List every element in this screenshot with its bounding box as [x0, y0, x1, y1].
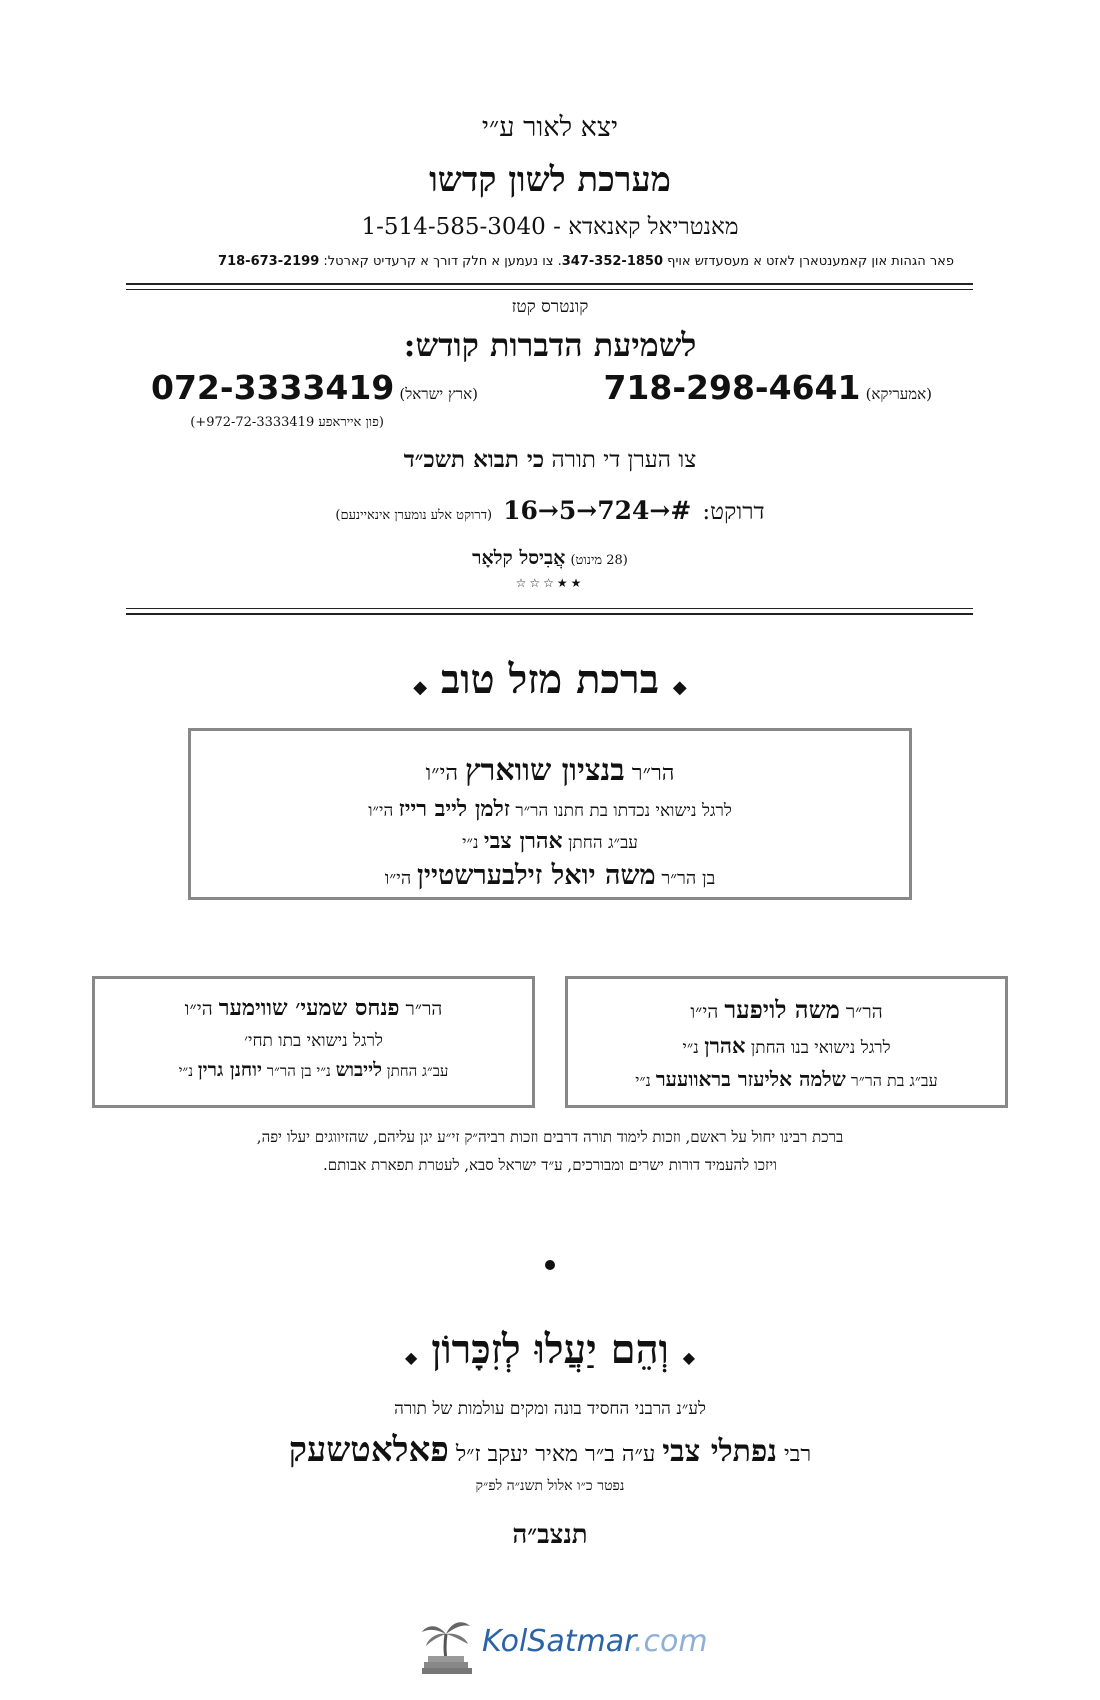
- press-sequence: #→724→5→16: [503, 496, 692, 525]
- main-line-4: בן הר״ר משה יואל זילבערשטיין הי״ו: [384, 860, 716, 891]
- right-line-1: הר״ר משה לויפער הי״ו: [690, 995, 883, 1024]
- main-line-1: הר״ר בנציון שווארץ הי״ו: [425, 753, 675, 788]
- section-rule-top: [126, 608, 973, 609]
- memorial-title-text: וְהֵם יַעֲלוּ לְזִכָּרוֹן: [431, 1326, 669, 1373]
- mazal-box-right: [565, 976, 1008, 1108]
- right-line-3: עב״ג בת הר״ר שלמה אליעזר בראוועער נ״י: [635, 1067, 938, 1091]
- header-rule-top: [126, 283, 973, 285]
- left-line-3: עב״ג החתן לייבוש נ״י בן הר״ר יוחנן גרין נ״י: [178, 1059, 449, 1081]
- blessing-line-2: ויזכו להעמיד דורות ישרים ומבורכים, ע״ד ישראל סבא, לעטרת תפארת אבותם.: [323, 1156, 777, 1174]
- mazal-tov-text: ברכת מזל טוב: [441, 656, 659, 703]
- brand-domain: .com: [634, 1624, 708, 1659]
- left-line-1: הר״ר פנחס שמעי׳ שווימער הי״ו: [184, 995, 443, 1021]
- torah-line-text: צו הערן די תורה: [544, 447, 697, 473]
- contact-note: [218, 254, 954, 269]
- torah-line: [0, 446, 1100, 473]
- mazal-box-main: [188, 728, 912, 900]
- memorial-date: נפטר כ״ו אלול תשנ״ה לפ״ק: [475, 1478, 625, 1494]
- mazal-tov-title: [0, 656, 1100, 703]
- kuntres-number: קונטרס קטז: [511, 297, 589, 317]
- memorial-title: [0, 1326, 1100, 1373]
- speaker-name: אֲבִיסל קלאָר: [472, 547, 566, 569]
- contact-note-text: פאר הגהות און קאמענטארן לאזט א מעסעדזש אויף: [663, 254, 954, 269]
- press-label: דרוקט:: [702, 499, 765, 525]
- blessing-line-1: ברכת רבינו יחול על ראשם, וזכות לימוד תורה דרבים וזכות רביה״ק זי״ע יגן עליהם, שהזיווגים יעלו יפה,: [256, 1128, 844, 1146]
- diamond-icon: ◆: [413, 677, 428, 698]
- right-line-2: לרגל נישואי בנו החתן אהרן נ״י: [682, 1033, 891, 1058]
- rating-stars: ★★☆☆☆: [515, 576, 585, 590]
- israel-phone[interactable]: 072-3333419: [150, 368, 395, 407]
- memorial-line-1: לע״נ הרבני החסיד בונה ומקים עולמות של תורה: [394, 1399, 706, 1419]
- tnzbh: תנצב״ה: [512, 1520, 588, 1550]
- org-phone: 1-514-585-3040: [361, 214, 546, 240]
- comments-phone: 347-352-1850: [561, 254, 663, 269]
- memorial-name-line: רבי נפתלי צבי ע״ה ב״ר מאיר יעקב ז״ל פאלאטשעק: [288, 1430, 812, 1470]
- usa-label: (אמעריקא): [865, 385, 932, 403]
- org-name: מערכת לשון קדשו: [429, 160, 671, 200]
- diamond-icon: ◆: [404, 1348, 418, 1367]
- contact-note-text-2: . צו נעמען א חלק דורך א קרעדיט קארטל:: [319, 254, 562, 269]
- hotline-title: לשמיעת הדברות קודש:: [403, 326, 697, 364]
- europe-note: (פון אייראפע 972-72-3333419+): [190, 415, 384, 430]
- usa-hotline: [603, 368, 932, 407]
- main-line-3: עב״ג החתן אהרן צבי נ״י: [462, 828, 638, 854]
- credit-phone: 718-673-2199: [218, 254, 320, 269]
- kolsatmar-logo[interactable]: [418, 1612, 708, 1676]
- usa-phone[interactable]: 718-298-4641: [603, 368, 861, 407]
- parsha: כי תבוא תשכ״ד: [403, 446, 545, 473]
- left-line-2: לרגל נישואי בתו תחי׳: [244, 1031, 383, 1051]
- palm-books-icon: [418, 1612, 478, 1676]
- press-line: [0, 496, 1100, 525]
- location: מאנטריאל קאנאדא -: [553, 214, 739, 240]
- publisher-line: יצא לאור ע״י: [481, 112, 619, 143]
- minutes: (28 מינוט): [570, 553, 628, 568]
- brand-name: KolSatmar: [482, 1624, 637, 1659]
- section-rule-bottom: [126, 613, 973, 615]
- mazal-box-left: [92, 976, 535, 1108]
- diamond-icon: ◆: [672, 677, 687, 698]
- speaker-line: [0, 547, 1100, 570]
- israel-label: (ארץ ישראל): [399, 385, 478, 403]
- press-note: (דרוקט אלע נומערן אינאיינעם): [335, 508, 493, 523]
- main-line-2: לרגל נישואי נכדתו בת חתנו הר״ר זלמן לייב רייז הי״ו: [368, 796, 732, 822]
- separator-dot: [545, 1260, 555, 1270]
- israel-hotline: [151, 368, 478, 407]
- location-line: [0, 214, 1100, 240]
- header-rule-bottom: [126, 289, 973, 290]
- diamond-icon: ◆: [682, 1348, 696, 1367]
